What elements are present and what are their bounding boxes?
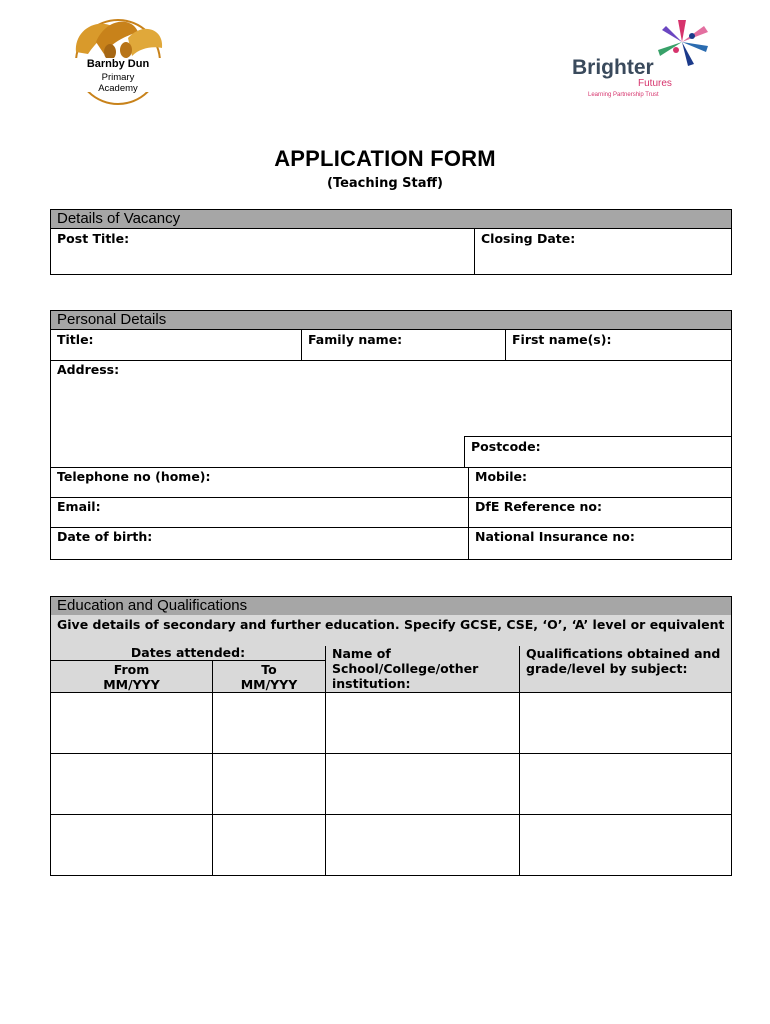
address-label: Address: [57, 362, 120, 377]
first-names-field[interactable] [505, 330, 732, 361]
title-field[interactable] [50, 330, 302, 361]
postcode-field[interactable] [464, 436, 732, 468]
mobile-label: Mobile: [475, 469, 528, 484]
dfe-reference-field[interactable] [468, 497, 732, 528]
trust-name: Brighter [572, 56, 654, 79]
date-of-birth-label: Date of birth: [57, 529, 153, 544]
page-subtitle: (Teaching Staff) [327, 176, 443, 191]
education-row-3-to[interactable] [212, 814, 326, 876]
family-name-label: Family name: [308, 332, 403, 347]
education-heading: Education and Qualifications [50, 596, 732, 616]
institution-header [325, 646, 520, 693]
email-field[interactable] [50, 497, 469, 528]
qualifications-label: Qualifications obtained and grade/level by subject: [526, 646, 721, 676]
title-label: Title: [57, 332, 94, 347]
education-row-1-from[interactable] [50, 692, 213, 754]
dfe-reference-label: DfE Reference no: [475, 499, 602, 514]
trust-tagline: Learning Partnership Trust [588, 92, 659, 98]
school-name-line2: Primary [101, 72, 135, 83]
first-names-label: First name(s): [512, 332, 612, 347]
personal-heading: Personal Details [50, 310, 732, 330]
postcode-label: Postcode: [471, 439, 541, 454]
mobile-field[interactable] [468, 467, 732, 498]
post-title-field[interactable] [50, 229, 475, 275]
qualifications-header [519, 646, 732, 693]
people-star-icon [648, 16, 718, 68]
school-name-line1: Barnby Dun [86, 58, 150, 70]
education-row-3-institution[interactable] [325, 814, 520, 876]
national-insurance-field[interactable] [468, 527, 732, 560]
to-format: MM/YYY [240, 677, 298, 692]
from-label: From [113, 662, 150, 677]
closing-date-field[interactable] [474, 229, 732, 275]
institution-label: Name of School/College/other institution: [332, 646, 479, 691]
to-header [212, 660, 326, 693]
school-logo [66, 12, 170, 106]
education-row-3-qualifications[interactable] [519, 814, 732, 876]
national-insurance-label: National Insurance no: [475, 529, 635, 544]
dates-attended-header [50, 646, 326, 661]
vacancy-heading: Details of Vacancy [50, 209, 732, 229]
family-name-field[interactable] [301, 330, 506, 361]
school-name-line3: Academy [98, 83, 138, 94]
date-of-birth-field[interactable] [50, 527, 469, 560]
education-row-2-to[interactable] [212, 753, 326, 815]
education-row-2-from[interactable] [50, 753, 213, 815]
post-title-label: Post Title: [57, 231, 130, 246]
from-header [50, 660, 213, 693]
education-row-3-from[interactable] [50, 814, 213, 876]
page-title: APPLICATION FORM [274, 146, 496, 171]
education-row-1-to[interactable] [212, 692, 326, 754]
education-instructions-text: Give details of secondary and further education. Specify GCSE, CSE, ‘O’, ‘A’ level or equivalent [57, 617, 725, 632]
trust-subname: Futures [638, 78, 672, 89]
telephone-home-field[interactable] [50, 467, 469, 498]
dates-attended-label: Dates attended: [130, 645, 246, 660]
closing-date-label: Closing Date: [481, 231, 576, 246]
trust-logo [570, 16, 720, 104]
education-row-1-qualifications[interactable] [519, 692, 732, 754]
email-label: Email: [57, 499, 101, 514]
education-instructions [50, 615, 732, 647]
education-row-1-institution[interactable] [325, 692, 520, 754]
from-format: MM/YYY [103, 677, 160, 692]
telephone-home-label: Telephone no (home): [57, 469, 211, 484]
to-label: To [261, 662, 277, 677]
education-row-2-institution[interactable] [325, 753, 520, 815]
education-row-2-qualifications[interactable] [519, 753, 732, 815]
